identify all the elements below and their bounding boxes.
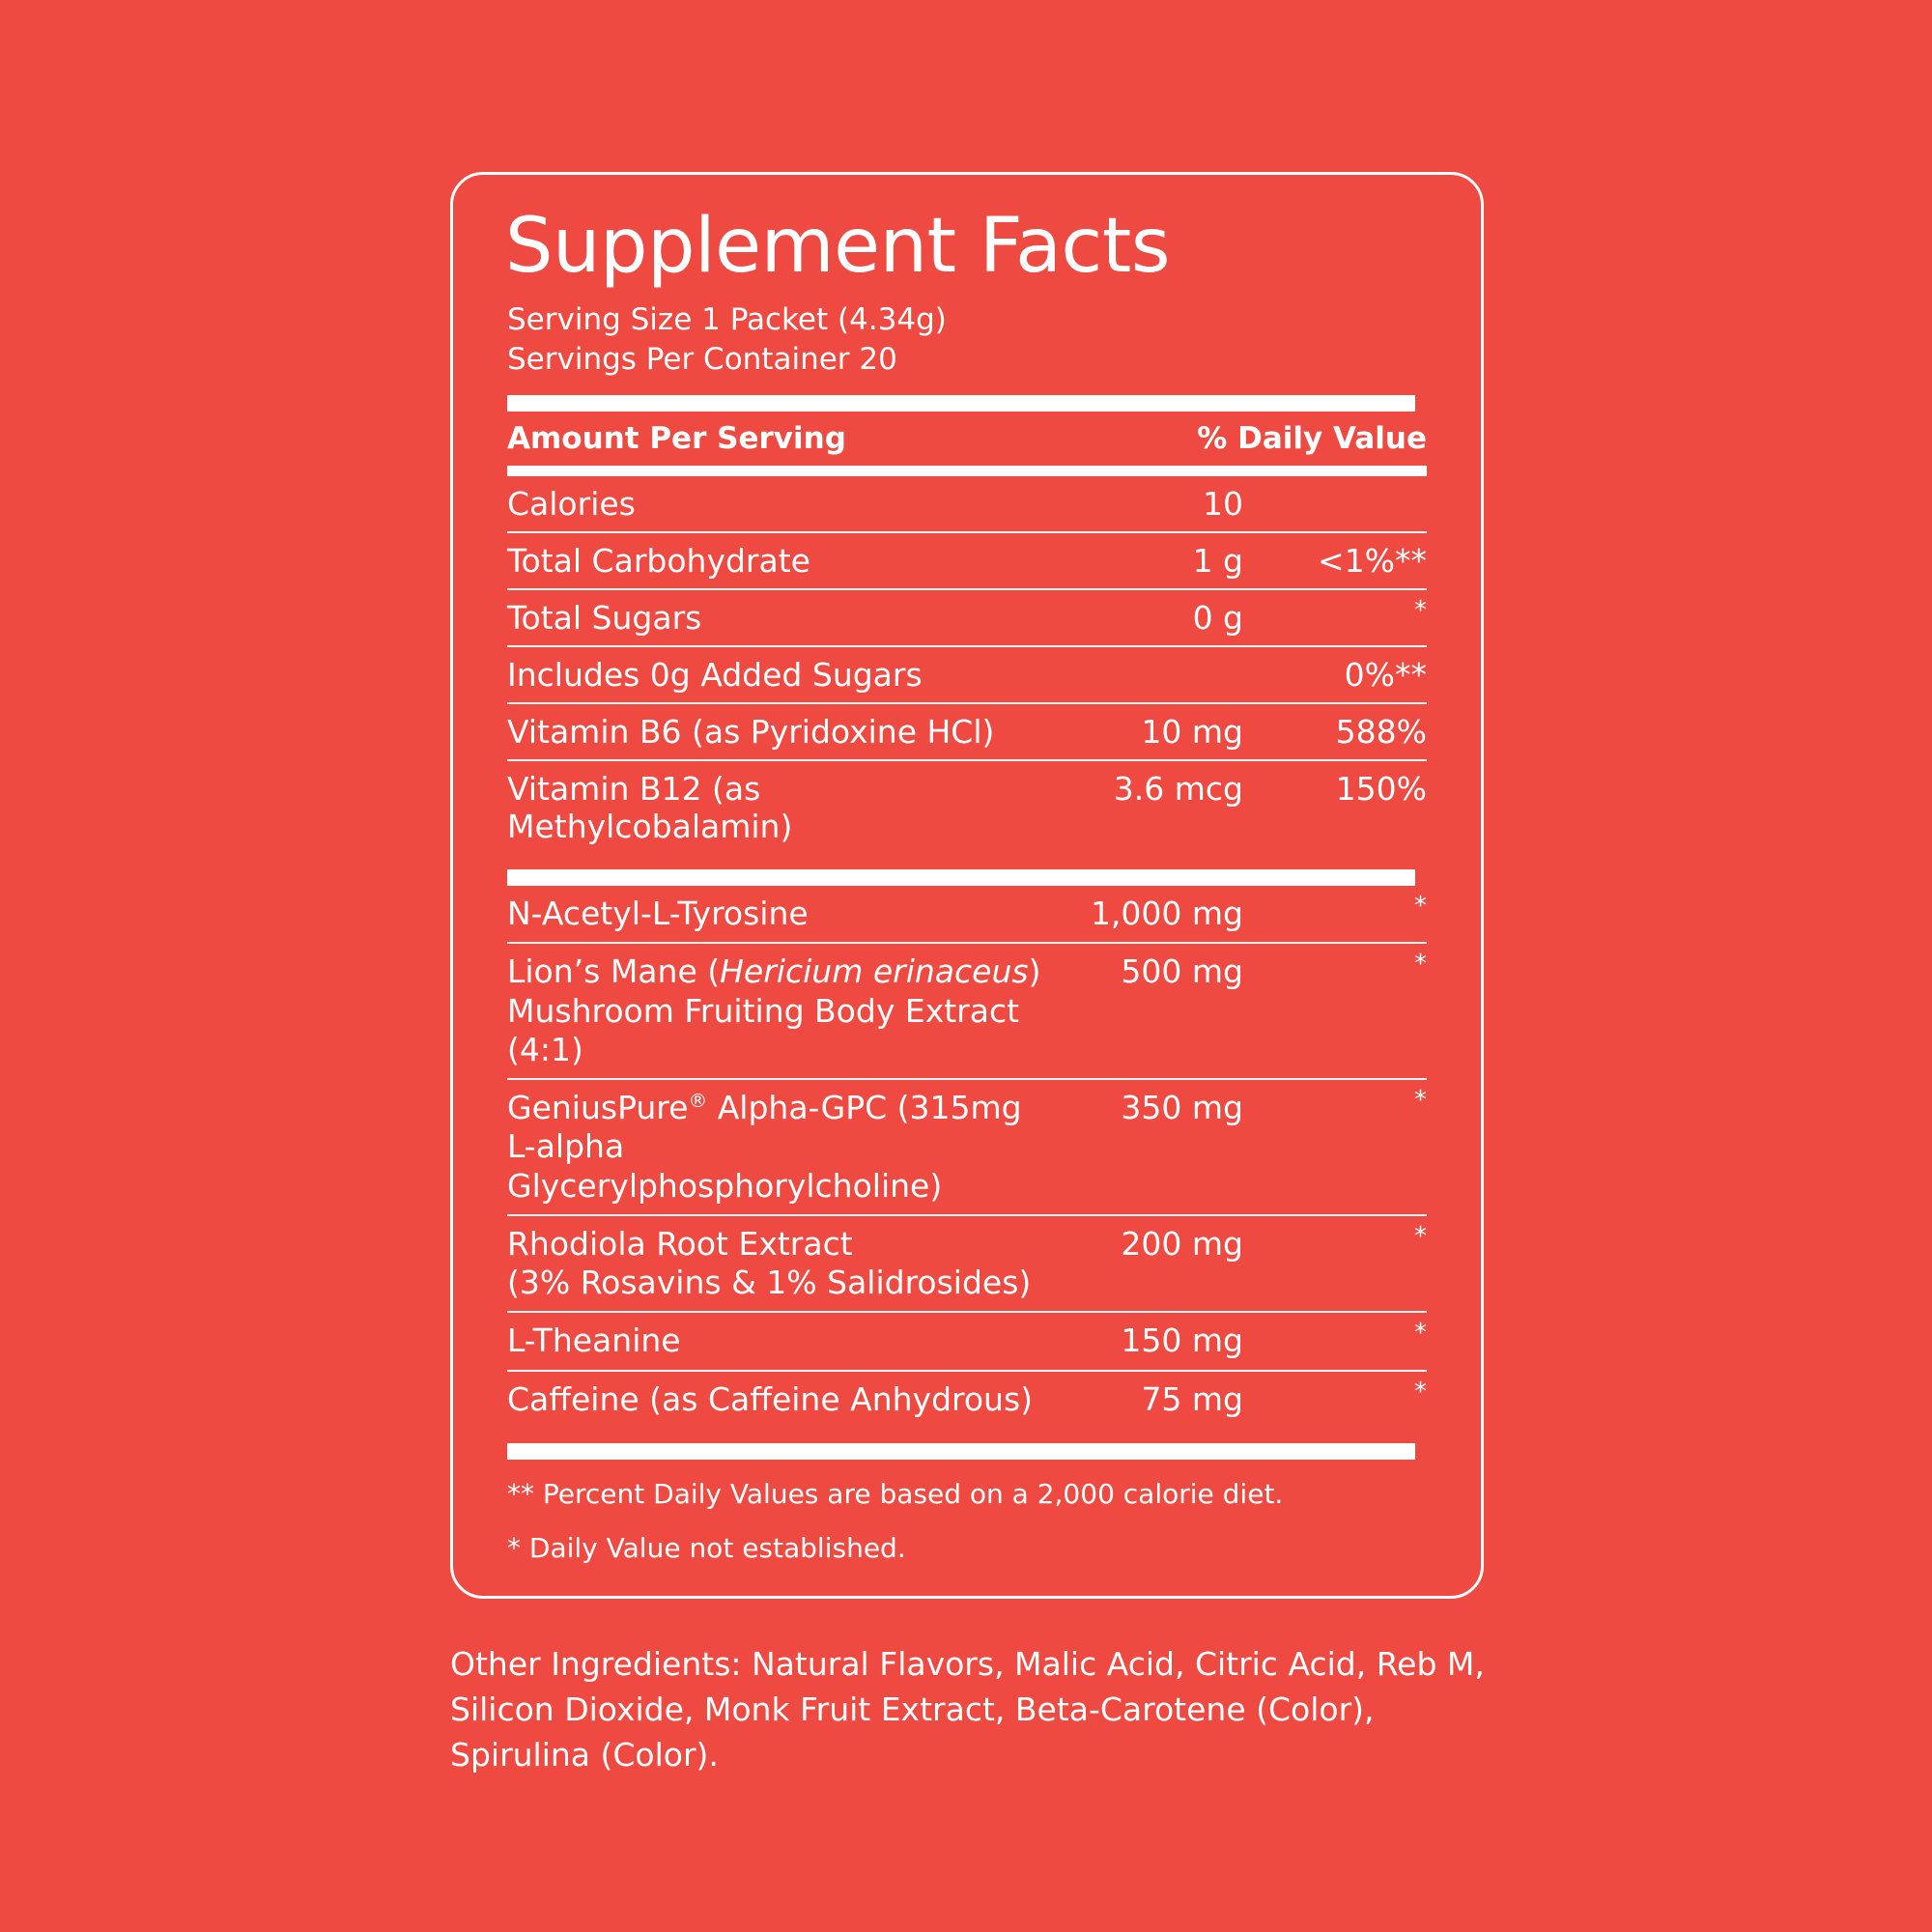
row-name — [507, 886, 1050, 943]
serving-size: Serving Size 1 Packet (4.34g) — [507, 302, 947, 338]
row-name — [507, 1079, 1050, 1215]
row-name — [507, 943, 1050, 1079]
table-row — [507, 886, 1427, 943]
row-name-line2: Mushroom Fruiting Body Extract (4:1) — [507, 991, 1020, 1068]
row-amount — [1050, 646, 1243, 703]
table-row — [507, 646, 1427, 703]
table-row — [507, 589, 1427, 646]
row-amount: 10 mg — [1050, 703, 1243, 760]
row-daily-value: * — [1243, 1079, 1427, 1215]
row-name: Calories — [507, 476, 1050, 532]
table-row — [507, 476, 1427, 532]
row-daily-value: * — [1243, 589, 1427, 646]
ingredients-table — [507, 886, 1427, 1428]
row-daily-value: * — [1243, 1215, 1427, 1313]
row-amount: 75 mg — [1141, 1379, 1243, 1418]
row-name-line1: N-Acetyl-L-Tyrosine — [507, 895, 809, 933]
row-name: Includes 0g Added Sugars — [507, 646, 1050, 703]
divider-thick-bottom — [507, 1443, 1415, 1460]
table-row — [507, 703, 1427, 760]
table-header-row — [507, 421, 1427, 456]
column-header-amount: Amount Per Serving — [507, 421, 846, 457]
other-ingredients: Other Ingredients: Natural Flavors, Malic Acid, Citric Acid, Reb M, Silicon Dioxide, Monk Fruit Extract, Beta-Carotene (Color), Spirulina (Color). — [450, 1645, 1485, 1774]
table-row — [507, 760, 1427, 854]
row-amount: 1 g — [1050, 532, 1243, 589]
row-daily-value: 0%** — [1243, 646, 1427, 703]
supplement-facts-panel — [450, 172, 1484, 1599]
row-amount: 0 g — [1050, 589, 1243, 646]
row-name: Vitamin B12 (as Methylcobalamin) — [507, 770, 793, 846]
row-amount: 500 mg — [1050, 943, 1243, 1079]
row-name — [507, 1312, 1050, 1370]
servings-per-container: Servings Per Container 20 — [507, 342, 897, 378]
table-row — [507, 1215, 1427, 1313]
row-name-line2: L-alpha Glycerylphosphorylcholine) — [507, 1127, 943, 1205]
table-row — [507, 943, 1427, 1079]
footnote-daily-values: ** Percent Daily Values are based on a 2,000 calorie diet. — [507, 1477, 1284, 1510]
row-amount: 1,000 mg — [1050, 886, 1243, 943]
row-amount: 350 mg — [1050, 1079, 1243, 1215]
row-name-line2: (3% Rosavins & 1% Salidrosides) — [507, 1264, 1032, 1302]
table-row — [507, 1079, 1427, 1215]
divider-thick-middle — [507, 869, 1415, 886]
row-daily-value — [1243, 476, 1427, 532]
table-row — [507, 532, 1427, 589]
row-name — [507, 1371, 1050, 1428]
row-daily-value: * — [1414, 1377, 1427, 1406]
row-name: Total Sugars — [507, 589, 1050, 646]
row-name: Total Carbohydrate — [507, 532, 1050, 589]
footnote-not-established: * Daily Value not established. — [507, 1531, 906, 1564]
row-name-line1: Caffeine (as Caffeine Anhydrous) — [507, 1379, 1034, 1418]
row-amount: 150 mg — [1050, 1312, 1243, 1370]
row-amount: 200 mg — [1050, 1215, 1243, 1313]
divider-thick-top — [507, 395, 1415, 412]
row-daily-value: <1%** — [1243, 532, 1427, 589]
table-row — [507, 1371, 1427, 1428]
row-daily-value: * — [1243, 886, 1427, 943]
row-name-line1: Lion’s Mane (Hericium erinaceus) — [507, 952, 1041, 991]
row-name-line1: L-Theanine — [507, 1321, 681, 1360]
row-daily-value: 588% — [1243, 703, 1427, 760]
row-daily-value: * — [1243, 1312, 1427, 1370]
row-daily-value: 150% — [1335, 770, 1427, 809]
row-name-line1: Rhodiola Root Extract — [507, 1224, 853, 1263]
page-title: Supplement Facts — [505, 203, 1171, 290]
row-name: Vitamin B6 (as Pyridoxine HCl) — [507, 703, 1050, 760]
row-amount: 3.6 mcg — [1113, 770, 1243, 809]
row-daily-value: * — [1243, 943, 1427, 1079]
row-name — [507, 1215, 1050, 1313]
table-row — [507, 1312, 1427, 1370]
nutrients-table — [507, 476, 1427, 854]
row-name-line1: GeniusPure® Alpha-GPC (315mg — [507, 1089, 1022, 1127]
column-header-daily-value: % Daily Value — [1197, 421, 1427, 457]
divider-medium — [507, 466, 1427, 476]
row-amount: 10 — [1050, 476, 1243, 532]
